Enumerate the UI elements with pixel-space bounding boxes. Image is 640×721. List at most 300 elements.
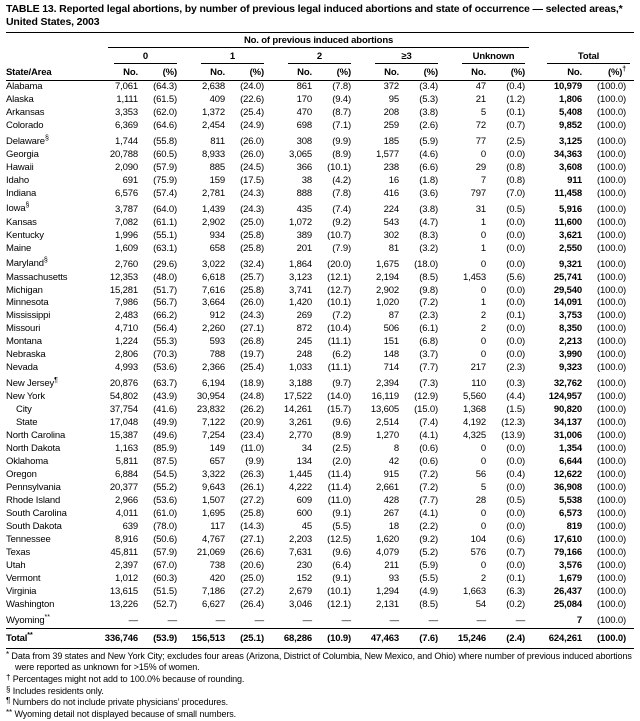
percent-cell: (4.4) xyxy=(506,391,526,403)
table-row xyxy=(6,349,634,362)
percent-cell: (100.0) xyxy=(596,546,627,558)
count-cell: 366 xyxy=(296,161,312,173)
state-label: Colorado xyxy=(6,119,44,131)
table-row xyxy=(6,560,634,573)
count-cell: 1,020 xyxy=(375,297,399,309)
percent-cell: (55.3) xyxy=(153,336,177,348)
state-label: Minnesota xyxy=(6,297,49,309)
count-cell: 0 xyxy=(480,349,486,361)
state-label: Oregon xyxy=(6,469,37,481)
count-cell: 37,754 xyxy=(109,404,138,416)
count-cell: 134 xyxy=(296,456,312,468)
count-cell: 2,638 xyxy=(201,80,225,92)
percent-cell: (100.0) xyxy=(596,187,627,199)
count-cell: — xyxy=(215,614,225,626)
count-cell: 21 xyxy=(475,93,486,105)
count-cell: 885 xyxy=(209,161,225,173)
count-cell: 13,615 xyxy=(109,585,138,597)
percent-cell: (6.3) xyxy=(506,585,526,597)
percent-cell: (4.1) xyxy=(419,507,438,519)
percent-cell: (1.8) xyxy=(419,174,438,186)
percent-cell: (53.6) xyxy=(153,494,177,506)
count-cell: 4,079 xyxy=(375,546,399,558)
count-cell: 6,618 xyxy=(201,271,225,283)
count-cell: 15,281 xyxy=(109,284,138,296)
state-label: Maine xyxy=(6,242,32,254)
percent-cell: (100.0) xyxy=(596,148,627,160)
count-cell: 31 xyxy=(475,203,486,215)
count-cell: 2,770 xyxy=(288,430,312,442)
total-no-header: No. xyxy=(533,64,588,81)
percent-cell: (100.0) xyxy=(596,520,627,532)
table-row xyxy=(6,94,634,107)
percent-cell: (7.8) xyxy=(332,80,351,92)
count-cell: 56 xyxy=(475,469,486,481)
percent-cell: (57.4) xyxy=(153,187,177,199)
percent-cell: (26.0) xyxy=(240,297,264,309)
state-label: Missouri xyxy=(6,323,41,335)
count-cell: 21,069 xyxy=(196,546,225,558)
percent-cell: (54.5) xyxy=(153,469,177,481)
count-cell: 45 xyxy=(301,520,312,532)
count-cell: 9,852 xyxy=(559,119,583,131)
count-cell: 811 xyxy=(210,135,225,147)
percent-cell: (8.9) xyxy=(332,430,351,442)
percent-cell: (12.3) xyxy=(501,417,526,429)
table-row xyxy=(6,534,634,547)
percent-cell: (17.5) xyxy=(240,174,264,186)
percent-cell: (61.0) xyxy=(153,507,177,519)
count-cell: 0 xyxy=(480,148,486,160)
footnote: † Percentages might not add to 100.0% because of rounding. xyxy=(6,673,245,685)
table-row xyxy=(6,495,634,508)
state-label: New York xyxy=(6,391,45,403)
percent-cell: (8.5) xyxy=(419,598,438,610)
percent-cell: (0.0) xyxy=(506,336,526,348)
percent-cell: (64.6) xyxy=(153,119,177,131)
state-label: Kentucky xyxy=(6,229,44,241)
percent-cell: (0.7) xyxy=(506,546,526,558)
count-cell: 9,323 xyxy=(559,362,583,374)
percent-cell: (7.0) xyxy=(506,187,526,199)
percent-cell: (100.0) xyxy=(596,430,627,442)
percent-cell: (0.1) xyxy=(506,310,526,322)
count-cell: 34 xyxy=(301,443,312,455)
percent-cell: (26.3) xyxy=(240,469,264,481)
state-label: Montana xyxy=(6,336,42,348)
percent-cell: (10.1) xyxy=(327,585,351,597)
percent-cell: (0.0) xyxy=(506,242,526,254)
percent-cell: (0.0) xyxy=(506,481,526,493)
percent-cell: (100.0) xyxy=(596,135,627,147)
percent-cell: (100.0) xyxy=(596,161,627,173)
count-cell: 14,091 xyxy=(553,297,583,309)
count-cell: 2,781 xyxy=(201,187,225,199)
count-cell: 2,661 xyxy=(375,481,399,493)
count-cell: 389 xyxy=(296,229,312,241)
percent-cell: (55.1) xyxy=(153,229,177,241)
table-row xyxy=(6,404,634,417)
percent-cell: (53.6) xyxy=(153,362,177,374)
count-cell: 159 xyxy=(209,174,225,186)
percent-cell: (5.3) xyxy=(419,93,438,105)
percent-cell: (0.0) xyxy=(506,349,526,361)
count-cell: — xyxy=(128,614,138,626)
percent-cell: (0.0) xyxy=(506,297,526,309)
percent-cell: (13.9) xyxy=(501,430,526,442)
count-cell: 6,576 xyxy=(114,187,138,199)
percent-cell: (70.3) xyxy=(153,349,177,361)
count-cell: 543 xyxy=(383,216,399,228)
percent-cell: (3.4) xyxy=(419,80,438,92)
percent-cell: (100.0) xyxy=(596,456,627,468)
count-cell: 11,458 xyxy=(554,187,583,199)
percent-cell: (5.9) xyxy=(419,135,438,147)
count-cell: 45,811 xyxy=(110,546,138,558)
count-cell: 7,122 xyxy=(201,417,225,429)
percent-cell: (2.3) xyxy=(419,310,438,322)
count-cell: 9,321 xyxy=(559,258,583,270)
percent-cell: (14.3) xyxy=(240,520,264,532)
count-cell: 3,608 xyxy=(559,161,583,173)
percent-cell: (100.0) xyxy=(596,559,627,571)
count-cell: 819 xyxy=(566,520,583,532)
percent-cell: (7.4) xyxy=(332,203,351,215)
table-row xyxy=(6,599,634,612)
footnotes xyxy=(6,651,634,721)
percent-cell: (100.0) xyxy=(596,349,627,361)
count-cell: — xyxy=(476,614,486,626)
percent-cell: (0.0) xyxy=(506,507,526,519)
count-cell: 12,353 xyxy=(109,271,138,283)
percent-cell: (7.2) xyxy=(419,469,438,481)
count-cell: 2,514 xyxy=(375,417,399,429)
percent-cell: (100.0) xyxy=(596,378,627,390)
table-row xyxy=(6,107,634,120)
state-label: Tennessee xyxy=(6,533,51,545)
percent-cell: (20.0) xyxy=(327,258,351,270)
percent-cell: (20.6) xyxy=(240,559,264,571)
count-cell: 2,213 xyxy=(559,336,583,348)
state-label: Utah xyxy=(6,559,26,571)
table-row xyxy=(6,255,634,271)
count-cell: 4,993 xyxy=(114,362,138,374)
count-cell: 2,090 xyxy=(114,161,138,173)
table-row xyxy=(6,508,634,521)
count-cell: 13,226 xyxy=(109,598,138,610)
count-cell: 0 xyxy=(480,258,486,270)
percent-cell: (100.0) xyxy=(596,119,627,131)
table-row xyxy=(6,456,634,469)
percent-cell: (27.2) xyxy=(240,494,264,506)
count-cell: 38 xyxy=(301,174,312,186)
count-cell: 238 xyxy=(383,161,399,173)
percent-cell: (0.0) xyxy=(506,258,526,270)
count-cell: 15,246 xyxy=(446,628,492,648)
count-cell: 7,254 xyxy=(201,430,225,442)
table-row xyxy=(6,80,634,93)
percent-cell: (5.5) xyxy=(332,520,351,532)
table-row xyxy=(6,133,634,149)
count-cell: 912 xyxy=(209,310,225,322)
percent-cell: (64.0) xyxy=(153,203,177,215)
table-row xyxy=(6,612,634,629)
count-cell: 4,192 xyxy=(462,417,486,429)
count-cell: 2,454 xyxy=(201,119,225,131)
count-cell: 32,762 xyxy=(553,378,583,390)
count-cell: 372 xyxy=(383,80,399,92)
count-cell: 3,125 xyxy=(559,135,583,147)
count-cell: 17,522 xyxy=(283,391,312,403)
state-label: City xyxy=(16,404,32,416)
percent-cell: (9.6) xyxy=(332,417,351,429)
count-cell: 714 xyxy=(383,362,399,374)
group-header-unknown: Unknown xyxy=(446,48,533,64)
percent-cell: (100.0) xyxy=(596,417,627,429)
count-cell: 1,163 xyxy=(114,443,138,455)
count-cell: 658 xyxy=(209,242,225,254)
count-cell: 1,744 xyxy=(114,135,138,147)
count-cell: 16 xyxy=(388,174,399,186)
percent-cell: (43.9) xyxy=(153,391,177,403)
percent-cell: (25.1) xyxy=(231,628,272,648)
count-cell: 5,408 xyxy=(559,106,583,118)
percent-cell: (100.0) xyxy=(596,494,627,506)
percent-cell: (56.4) xyxy=(153,323,177,335)
no-header: No. xyxy=(185,64,231,81)
count-cell: 151 xyxy=(383,336,399,348)
percent-cell: (48.0) xyxy=(153,271,177,283)
percent-cell: (0.8) xyxy=(506,161,526,173)
percent-cell: (24.3) xyxy=(240,310,264,322)
percent-cell: (57.9) xyxy=(153,161,177,173)
count-cell: 28 xyxy=(475,494,486,506)
group-header-total: Total xyxy=(533,48,634,64)
percent-cell: (3.7) xyxy=(419,349,438,361)
count-cell: 36,908 xyxy=(553,481,583,493)
percent-cell: (100.0) xyxy=(596,203,627,215)
percent-cell: (26.8) xyxy=(240,336,264,348)
table-row xyxy=(6,547,634,560)
percent-cell: (9.2) xyxy=(332,216,351,228)
group-header-0: 0 xyxy=(98,48,185,64)
table-row xyxy=(6,443,634,456)
count-cell: 14,261 xyxy=(283,404,312,416)
percent-cell: (7.9) xyxy=(332,242,351,254)
count-cell: 872 xyxy=(296,323,312,335)
percent-cell: (10.1) xyxy=(327,297,351,309)
count-cell: 1,675 xyxy=(375,258,399,270)
percent-cell: (25.4) xyxy=(240,362,264,374)
table-row xyxy=(6,323,634,336)
percent-cell: (100.0) xyxy=(596,229,627,241)
percent-cell: (6.8) xyxy=(419,336,438,348)
table-row xyxy=(6,391,634,404)
percent-cell: (27.2) xyxy=(240,585,264,597)
percent-cell: (6.2) xyxy=(332,349,351,361)
pct-header: (%) xyxy=(405,64,446,81)
percent-cell: (100.0) xyxy=(596,614,627,626)
percent-cell: (0.3) xyxy=(506,378,526,390)
count-cell: 4,710 xyxy=(114,323,138,335)
percent-cell: (0.0) xyxy=(506,456,526,468)
count-cell: 788 xyxy=(209,349,225,361)
percent-cell: (25.8) xyxy=(240,229,264,241)
count-cell: 20,788 xyxy=(109,148,138,160)
state-label: Indiana xyxy=(6,187,37,199)
count-cell: 110 xyxy=(471,378,486,390)
state-label: Washington xyxy=(6,598,55,610)
percent-cell: (0.0) xyxy=(506,323,526,335)
percent-cell: (56.7) xyxy=(153,297,177,309)
percent-cell: (64.3) xyxy=(153,80,177,92)
count-cell: 16,119 xyxy=(371,391,399,403)
count-cell: 148 xyxy=(383,349,399,361)
count-cell: 15,387 xyxy=(109,430,138,442)
count-cell: 600 xyxy=(296,507,312,519)
table-row xyxy=(6,375,634,391)
percent-cell: (2.3) xyxy=(506,362,526,374)
count-cell: 7,616 xyxy=(201,284,225,296)
percent-cell: (100.0) xyxy=(596,297,627,309)
count-cell: 2,483 xyxy=(114,310,138,322)
count-cell: 3,787 xyxy=(114,203,138,215)
percent-cell: (19.7) xyxy=(240,349,264,361)
count-cell: 0 xyxy=(480,456,486,468)
count-cell: 911 xyxy=(567,174,583,186)
percent-cell: (12.1) xyxy=(327,271,351,283)
state-label: Nebraska xyxy=(6,349,46,361)
count-cell: 1,072 xyxy=(288,216,312,228)
count-cell: 3,621 xyxy=(559,229,583,241)
percent-cell: (5.5) xyxy=(419,572,438,584)
percent-cell: (2.5) xyxy=(506,135,526,147)
state-label: South Carolina xyxy=(6,507,67,519)
count-cell: 3,065 xyxy=(288,148,312,160)
count-cell: 1,620 xyxy=(375,533,399,545)
count-cell: 308 xyxy=(296,135,312,147)
percent-cell: (3.6) xyxy=(419,187,438,199)
percent-cell: (0.6) xyxy=(419,443,438,455)
percent-cell: (24.5) xyxy=(240,161,264,173)
count-cell: 20,876 xyxy=(109,378,138,390)
count-cell: 29,540 xyxy=(553,284,583,296)
percent-cell: (100.0) xyxy=(596,391,627,403)
count-cell: — xyxy=(302,614,312,626)
count-cell: 149 xyxy=(209,443,225,455)
previous-abortions-span-header: No. of previous induced abortions xyxy=(98,33,533,48)
percent-cell: (7.3) xyxy=(419,378,438,390)
percent-cell: (6.1) xyxy=(419,323,438,335)
table-body xyxy=(6,80,634,648)
percent-cell: (3.2) xyxy=(419,242,438,254)
percent-cell: (32.4) xyxy=(240,258,264,270)
count-cell: 1,609 xyxy=(114,242,138,254)
percent-cell: (6.6) xyxy=(419,161,438,173)
percent-cell: (53.9) xyxy=(144,628,185,648)
count-cell: 211 xyxy=(384,559,399,571)
state-label: Maryland§ xyxy=(6,257,48,270)
percent-cell: (87.5) xyxy=(153,456,177,468)
percent-cell: (100.0) xyxy=(596,216,627,228)
count-cell: 4,222 xyxy=(288,481,312,493)
percent-cell: (100.0) xyxy=(596,174,627,186)
percent-cell: (25.0) xyxy=(240,216,264,228)
percent-cell: (24.3) xyxy=(240,187,264,199)
count-cell: 3,188 xyxy=(288,378,312,390)
percent-cell: (60.5) xyxy=(153,148,177,160)
percent-cell: (0.1) xyxy=(506,572,526,584)
percent-cell: (100.0) xyxy=(596,533,627,545)
count-cell: 6,627 xyxy=(201,598,225,610)
percent-cell: (2.2) xyxy=(419,520,438,532)
count-cell: 624,261 xyxy=(533,628,588,648)
percent-cell: (12.1) xyxy=(327,598,351,610)
count-cell: 17,048 xyxy=(109,417,138,429)
percent-cell: (0.0) xyxy=(506,443,526,455)
percent-cell: (0.0) xyxy=(506,284,526,296)
no-header: No. xyxy=(272,64,318,81)
count-cell: 3,353 xyxy=(114,106,138,118)
percent-cell: (4.2) xyxy=(332,174,351,186)
count-cell: 2 xyxy=(480,323,486,335)
count-cell: 208 xyxy=(383,106,399,118)
percent-cell: (11.1) xyxy=(327,362,351,374)
count-cell: 2,131 xyxy=(375,598,399,610)
count-cell: 888 xyxy=(296,187,312,199)
percent-cell: (4.1) xyxy=(419,430,438,442)
table-row xyxy=(6,230,634,243)
percent-cell: (100.0) xyxy=(596,323,627,335)
count-cell: 409 xyxy=(209,93,225,105)
count-cell: 0 xyxy=(480,336,486,348)
state-label: Georgia xyxy=(6,148,39,160)
percent-cell: (7.7) xyxy=(419,494,438,506)
percent-cell: (60.3) xyxy=(153,572,177,584)
count-cell: 248 xyxy=(296,349,312,361)
percent-cell: (2.4) xyxy=(492,628,533,648)
total-row xyxy=(6,628,634,648)
state-label: Alabama xyxy=(6,80,43,92)
percent-cell: (0.4) xyxy=(506,469,526,481)
table-row xyxy=(6,336,634,349)
count-cell: 657 xyxy=(209,456,225,468)
span-header-row xyxy=(6,33,634,48)
count-cell: 267 xyxy=(383,507,399,519)
count-cell: 1,864 xyxy=(288,258,312,270)
count-cell: 90,820 xyxy=(553,404,583,416)
percent-cell: (26.2) xyxy=(240,404,264,416)
no-header: No. xyxy=(359,64,405,81)
state-label: North Dakota xyxy=(6,443,61,455)
count-cell: 77 xyxy=(475,135,486,147)
count-cell: 797 xyxy=(470,187,486,199)
percent-cell: (10.1) xyxy=(327,161,351,173)
count-cell: 1,224 xyxy=(114,336,138,348)
percent-cell: (100.0) xyxy=(596,242,627,254)
percent-cell: (0.6) xyxy=(419,456,438,468)
count-cell: 3,990 xyxy=(559,349,583,361)
spacer-cell xyxy=(533,33,634,48)
count-cell: 42 xyxy=(388,456,399,468)
percent-cell: (51.7) xyxy=(153,284,177,296)
percent-cell: (5.2) xyxy=(419,546,438,558)
percent-cell: (24.8) xyxy=(240,391,264,403)
count-cell: 2,760 xyxy=(114,258,138,270)
count-cell: 0 xyxy=(480,520,486,532)
state-label: Total** xyxy=(6,628,98,648)
table-row xyxy=(6,285,634,298)
